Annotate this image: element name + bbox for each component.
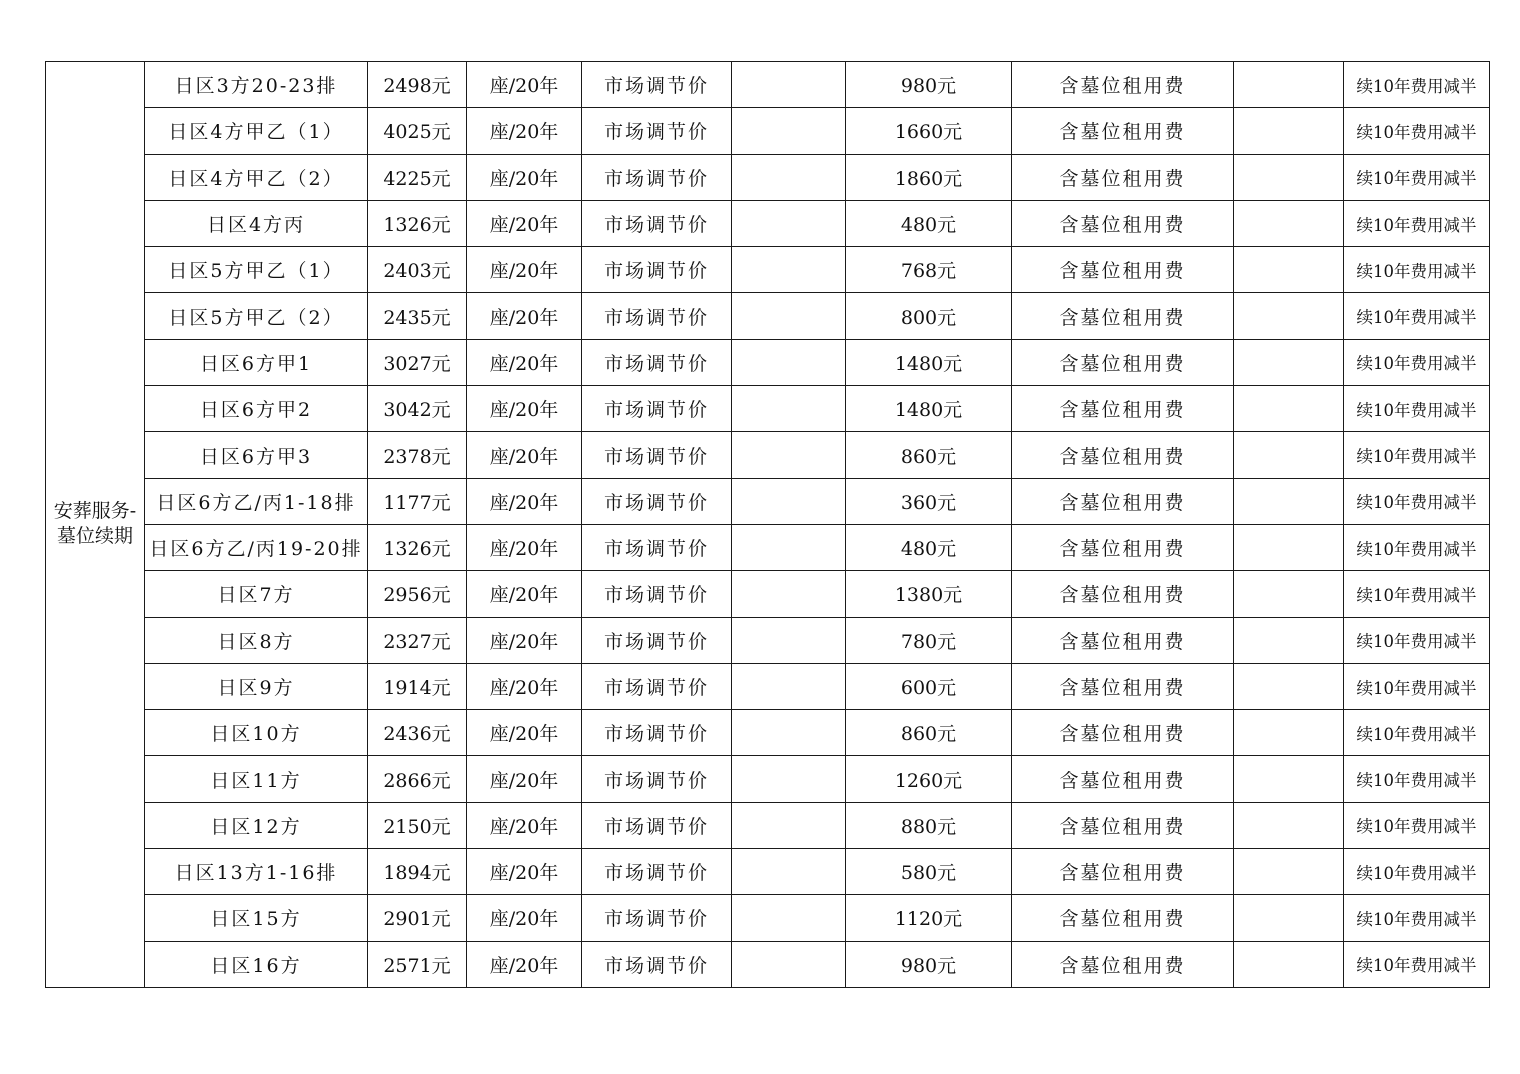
pricing-type-cell: 市场调节价 [582,200,732,246]
area-cell: 日区6方甲3 [145,432,368,478]
blank-cell [732,849,846,895]
rent-fee-cell: 480元 [846,524,1012,570]
table-row [46,617,1490,663]
note-cell: 续10年费用减半 [1344,849,1490,895]
note-cell: 续10年费用减半 [1344,432,1490,478]
rent-fee-cell: 1860元 [846,154,1012,200]
blank-cell-2 [1234,432,1344,478]
unit-cell: 座/20年 [467,617,582,663]
blank-cell [732,617,846,663]
table-body [46,62,1490,988]
note-cell: 续10年费用减半 [1344,386,1490,432]
blank-cell-2 [1234,108,1344,154]
pricing-type-cell: 市场调节价 [582,849,732,895]
table-row [46,756,1490,802]
table-row [46,478,1490,524]
note-cell: 续10年费用减半 [1344,710,1490,756]
note-cell: 续10年费用减半 [1344,895,1490,941]
blank-cell [732,339,846,385]
note-cell: 续10年费用减半 [1344,200,1490,246]
price-cell: 4025元 [368,108,467,154]
unit-cell: 座/20年 [467,154,582,200]
blank-cell [732,802,846,848]
pricing-type-cell: 市场调节价 [582,432,732,478]
table-row [46,524,1490,570]
rent-fee-cell: 880元 [846,802,1012,848]
includes-cell: 含墓位租用费 [1012,849,1234,895]
unit-cell: 座/20年 [467,756,582,802]
includes-cell: 含墓位租用费 [1012,663,1234,709]
unit-cell: 座/20年 [467,571,582,617]
price-cell: 2901元 [368,895,467,941]
table-row [46,710,1490,756]
blank-cell-2 [1234,247,1344,293]
blank-cell-2 [1234,849,1344,895]
price-cell: 1894元 [368,849,467,895]
price-cell: 1326元 [368,524,467,570]
pricing-type-cell: 市场调节价 [582,154,732,200]
note-cell: 续10年费用减半 [1344,756,1490,802]
area-cell: 日区13方1-16排 [145,849,368,895]
unit-cell: 座/20年 [467,849,582,895]
table-row [46,247,1490,293]
rent-fee-cell: 1660元 [846,108,1012,154]
note-cell: 续10年费用减半 [1344,154,1490,200]
blank-cell [732,432,846,478]
blank-cell [732,710,846,756]
unit-cell: 座/20年 [467,386,582,432]
blank-cell-2 [1234,339,1344,385]
blank-cell-2 [1234,200,1344,246]
blank-cell [732,62,846,108]
blank-cell-2 [1234,617,1344,663]
pricing-type-cell: 市场调节价 [582,478,732,524]
note-cell: 续10年费用减半 [1344,663,1490,709]
pricing-type-cell: 市场调节价 [582,524,732,570]
includes-cell: 含墓位租用费 [1012,756,1234,802]
price-cell: 2403元 [368,247,467,293]
includes-cell: 含墓位租用费 [1012,339,1234,385]
price-cell: 4225元 [368,154,467,200]
unit-cell: 座/20年 [467,293,582,339]
includes-cell: 含墓位租用费 [1012,432,1234,478]
blank-cell [732,756,846,802]
pricing-type-cell: 市场调节价 [582,108,732,154]
includes-cell: 含墓位租用费 [1012,247,1234,293]
area-cell: 日区6方甲1 [145,339,368,385]
price-cell: 2498元 [368,62,467,108]
area-cell: 日区7方 [145,571,368,617]
note-cell: 续10年费用减半 [1344,617,1490,663]
area-cell: 日区6方甲2 [145,386,368,432]
rent-fee-cell: 1480元 [846,386,1012,432]
price-cell: 2866元 [368,756,467,802]
area-cell: 日区10方 [145,710,368,756]
includes-cell: 含墓位租用费 [1012,478,1234,524]
table-row [46,941,1490,987]
unit-cell: 座/20年 [467,710,582,756]
price-cell: 1326元 [368,200,467,246]
includes-cell: 含墓位租用费 [1012,524,1234,570]
price-cell: 3027元 [368,339,467,385]
includes-cell: 含墓位租用费 [1012,154,1234,200]
blank-cell [732,571,846,617]
unit-cell: 座/20年 [467,62,582,108]
table-row [46,62,1490,108]
area-cell: 日区5方甲乙（1） [145,247,368,293]
blank-cell-2 [1234,756,1344,802]
blank-cell [732,524,846,570]
unit-cell: 座/20年 [467,108,582,154]
table-row [46,154,1490,200]
table-row [46,895,1490,941]
unit-cell: 座/20年 [467,200,582,246]
blank-cell-2 [1234,154,1344,200]
rent-fee-cell: 800元 [846,293,1012,339]
note-cell: 续10年费用减半 [1344,478,1490,524]
pricing-type-cell: 市场调节价 [582,247,732,293]
blank-cell-2 [1234,895,1344,941]
rent-fee-cell: 860元 [846,710,1012,756]
includes-cell: 含墓位租用费 [1012,895,1234,941]
price-cell: 1914元 [368,663,467,709]
blank-cell-2 [1234,941,1344,987]
blank-cell [732,108,846,154]
pricing-type-cell: 市场调节价 [582,663,732,709]
table-row [46,849,1490,895]
table-row [46,108,1490,154]
rent-fee-cell: 360元 [846,478,1012,524]
pricing-type-cell: 市场调节价 [582,62,732,108]
blank-cell [732,386,846,432]
rent-fee-cell: 600元 [846,663,1012,709]
blank-cell [732,663,846,709]
table-row [46,663,1490,709]
rent-fee-cell: 980元 [846,62,1012,108]
area-cell: 日区15方 [145,895,368,941]
blank-cell-2 [1234,478,1344,524]
price-cell: 1177元 [368,478,467,524]
note-cell: 续10年费用减半 [1344,339,1490,385]
price-cell: 2327元 [368,617,467,663]
pricing-type-cell: 市场调节价 [582,710,732,756]
includes-cell: 含墓位租用费 [1012,200,1234,246]
table-row [46,200,1490,246]
note-cell: 续10年费用减半 [1344,524,1490,570]
area-cell: 日区5方甲乙（2） [145,293,368,339]
rent-fee-cell: 980元 [846,941,1012,987]
area-cell: 日区9方 [145,663,368,709]
note-cell: 续10年费用减半 [1344,108,1490,154]
area-cell: 日区16方 [145,941,368,987]
pricing-type-cell: 市场调节价 [582,756,732,802]
table-row [46,293,1490,339]
blank-cell-2 [1234,386,1344,432]
pricing-type-cell: 市场调节价 [582,895,732,941]
price-cell: 2436元 [368,710,467,756]
unit-cell: 座/20年 [467,478,582,524]
note-cell: 续10年费用减半 [1344,802,1490,848]
table-row [46,571,1490,617]
blank-cell [732,895,846,941]
pricing-type-cell: 市场调节价 [582,386,732,432]
includes-cell: 含墓位租用费 [1012,386,1234,432]
rent-fee-cell: 480元 [846,200,1012,246]
rent-fee-cell: 1380元 [846,571,1012,617]
blank-cell-2 [1234,62,1344,108]
includes-cell: 含墓位租用费 [1012,802,1234,848]
area-cell: 日区4方甲乙（1） [145,108,368,154]
table-row [46,802,1490,848]
fee-table [45,61,1490,988]
rent-fee-cell: 580元 [846,849,1012,895]
unit-cell: 座/20年 [467,339,582,385]
note-cell: 续10年费用减半 [1344,62,1490,108]
area-cell: 日区8方 [145,617,368,663]
price-cell: 2571元 [368,941,467,987]
area-cell: 日区4方丙 [145,200,368,246]
price-cell: 2956元 [368,571,467,617]
area-cell: 日区12方 [145,802,368,848]
includes-cell: 含墓位租用费 [1012,293,1234,339]
unit-cell: 座/20年 [467,247,582,293]
includes-cell: 含墓位租用费 [1012,108,1234,154]
area-cell: 日区6方乙/丙1-18排 [145,478,368,524]
pricing-type-cell: 市场调节价 [582,339,732,385]
note-cell: 续10年费用减半 [1344,941,1490,987]
blank-cell [732,247,846,293]
blank-cell-2 [1234,802,1344,848]
unit-cell: 座/20年 [467,941,582,987]
area-cell: 日区3方20-23排 [145,62,368,108]
blank-cell [732,478,846,524]
table-row [46,386,1490,432]
unit-cell: 座/20年 [467,663,582,709]
includes-cell: 含墓位租用费 [1012,941,1234,987]
area-cell: 日区6方乙/丙19-20排 [145,524,368,570]
table-row [46,339,1490,385]
pricing-type-cell: 市场调节价 [582,617,732,663]
rent-fee-cell: 780元 [846,617,1012,663]
includes-cell: 含墓位租用费 [1012,571,1234,617]
pricing-type-cell: 市场调节价 [582,941,732,987]
blank-cell-2 [1234,293,1344,339]
category-cell: 安葬服务-墓位续期 [46,62,145,988]
blank-cell [732,154,846,200]
table-row [46,432,1490,478]
includes-cell: 含墓位租用费 [1012,710,1234,756]
rent-fee-cell: 1480元 [846,339,1012,385]
area-cell: 日区4方甲乙（2） [145,154,368,200]
blank-cell-2 [1234,710,1344,756]
note-cell: 续10年费用减半 [1344,293,1490,339]
rent-fee-cell: 860元 [846,432,1012,478]
rent-fee-cell: 1260元 [846,756,1012,802]
area-cell: 日区11方 [145,756,368,802]
blank-cell [732,293,846,339]
blank-cell [732,200,846,246]
blank-cell-2 [1234,571,1344,617]
price-cell: 2378元 [368,432,467,478]
price-cell: 2150元 [368,802,467,848]
unit-cell: 座/20年 [467,432,582,478]
price-cell: 3042元 [368,386,467,432]
blank-cell [732,941,846,987]
rent-fee-cell: 1120元 [846,895,1012,941]
price-cell: 2435元 [368,293,467,339]
pricing-type-cell: 市场调节价 [582,571,732,617]
unit-cell: 座/20年 [467,524,582,570]
blank-cell-2 [1234,524,1344,570]
unit-cell: 座/20年 [467,895,582,941]
unit-cell: 座/20年 [467,802,582,848]
pricing-type-cell: 市场调节价 [582,293,732,339]
rent-fee-cell: 768元 [846,247,1012,293]
includes-cell: 含墓位租用费 [1012,62,1234,108]
note-cell: 续10年费用减半 [1344,247,1490,293]
blank-cell-2 [1234,663,1344,709]
includes-cell: 含墓位租用费 [1012,617,1234,663]
pricing-type-cell: 市场调节价 [582,802,732,848]
note-cell: 续10年费用减半 [1344,571,1490,617]
